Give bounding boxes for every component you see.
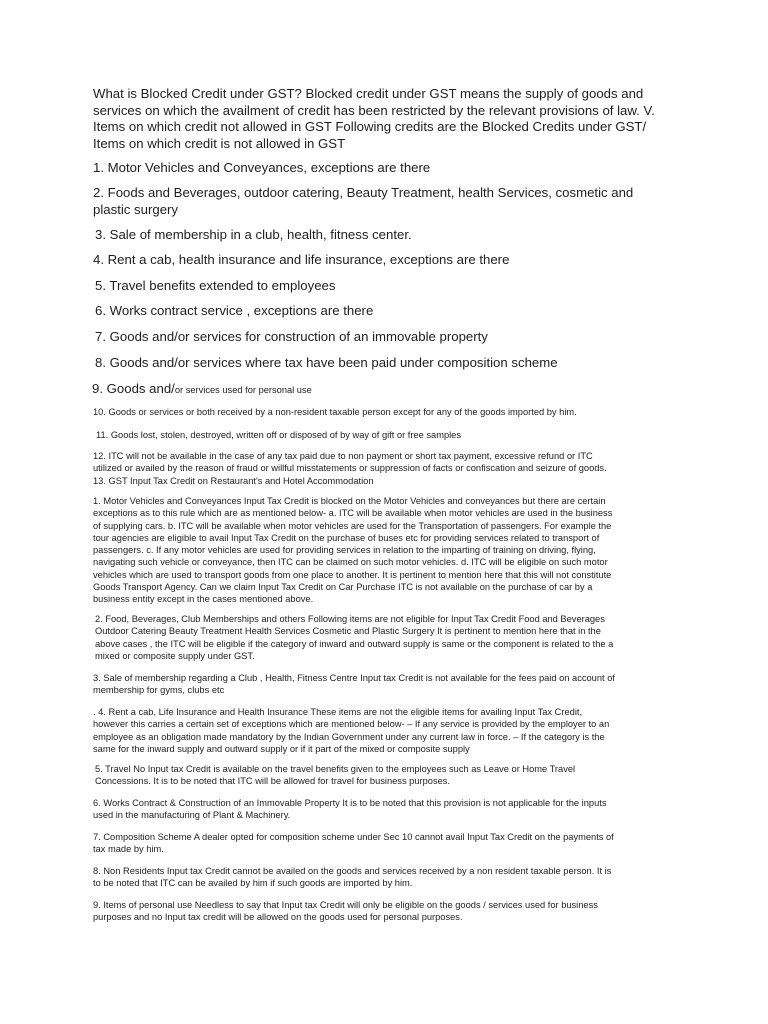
text-line: 1. Motor Vehicles and Conveyances Input Tax Credit is blocked on the Motor Vehicles and conveyances but there are certain <box>93 496 606 506</box>
text-line: 8. Non Residents Input tax Credit cannot be availed on the goods and services received by a non resident taxable person. It is <box>93 866 612 876</box>
text-line: 12. ITC will not be available in the case of any tax paid due to non payment or short tax payment, excessive refund or ITC <box>93 451 593 461</box>
text-line: 2. Food, Beverages, Club Memberships and others Following items are not eligible for Input Tax Credit Food and Beverages <box>95 614 605 624</box>
detail-paragraph-8 <box>93 865 611 890</box>
text-line: passengers. c. If any motor vehicles are used for providing services in relation to the imparting of training on driving, flying, <box>93 545 596 556</box>
text-line: Items on which credit not allowed in GST Following credits are the Blocked Credits under GST/ <box>93 119 647 134</box>
text-line: 7. Composition Scheme A dealer opted for composition scheme under Sec 10 cannot avail Input Tax Credit on the payments of <box>93 832 614 842</box>
list-item-10: 10. Goods or services or both received by a non-resident taxable person except for any of the goods imported by him. <box>93 407 577 417</box>
text-line: 2. Foods and Beverages, outdoor catering, Beauty Treatment, health Services, cosmetic and <box>93 185 634 200</box>
list-item-9-part-large: 9. Goods and/ <box>92 381 175 396</box>
text-line: Items on which credit is not allowed in GST <box>93 135 346 151</box>
text-line: business entity except in the cases mentioned above. <box>93 594 314 605</box>
list-item-9 <box>92 381 312 399</box>
text-line: however this carries a certain set of exceptions which are mentioned below- – If any service is provided by the employer to an <box>93 719 610 730</box>
text-line: membership for gyms, clubs etc <box>93 685 225 696</box>
text-line: same for the inward supply and outward supply or if it part of the mixed or composite supply <box>93 743 470 754</box>
list-item-11: 11. Goods lost, stolen, destroyed, written off or disposed of by way of gift or free samples <box>96 430 462 440</box>
list-item-12-13 <box>93 450 607 487</box>
text-line: 5. Travel No Input tax Credit is available on the travel benefits given to the employees such as Leave or Home Travel <box>95 764 576 774</box>
detail-paragraph-7 <box>93 831 614 856</box>
intro-paragraph <box>93 86 655 152</box>
text-line: purposes and no Input tax credit will be allowed on the goods used for personal purposes. <box>93 912 463 923</box>
detail-paragraph-9 <box>93 899 598 924</box>
text-line: What is Blocked Credit under GST? Blocked credit under GST means the supply of goods and <box>93 86 644 101</box>
list-item-3: 3. Sale of membership in a club, health, fitness center. <box>95 227 412 242</box>
detail-paragraph-6 <box>93 797 606 822</box>
text-line: services on which the availment of credit has been restricted by the relevant provisions of law. V. <box>93 102 655 118</box>
text-line: . 4. Rent a cab, Life Insurance and Health Insurance These items are not the eligible items for availing Input Tax Credit, <box>93 707 583 717</box>
text-line: vehicles which are used to transport goods from one place to another. It is pertinent to mention here that this will not constitute <box>93 569 612 580</box>
text-line: navigating such vehicle or conveyance, then ITC can be claimed on such motor vehicles. d. ITC will be eligible on such motor <box>93 557 608 568</box>
list-item-7: 7. Goods and/or services for construction of an immovable property <box>95 329 488 344</box>
text-line: Concessions. It is to be noted that ITC will be allowed for travel for business purposes. <box>95 776 451 787</box>
text-line: Outdoor Catering Beauty Treatment Health Services Cosmetic and Plastic Surgery It is pertinent to mention here that in the <box>95 626 601 637</box>
text-line: above cases , the ITC will be eligible if the category of inward and outward supply is same or the component is related to the a <box>95 638 614 649</box>
text-line: 9. Items of personal use Needless to say that Input tax Credit will only be eligible on the goods / services used for business <box>93 900 598 910</box>
list-item-1: 1. Motor Vehicles and Conveyances, exceptions are there <box>93 160 431 175</box>
list-item-5: 5. Travel benefits extended to employees <box>95 278 336 293</box>
text-line: exceptions as to this rule which are as mentioned below- a. ITC will be available when motor vehicles are used in the business <box>93 508 613 519</box>
list-item-2 <box>93 185 633 218</box>
list-item-8: 8. Goods and/or services where tax have been paid under composition scheme <box>95 355 558 370</box>
detail-paragraph-2 <box>95 613 613 662</box>
text-line: to be noted that ITC can be availed by him if such goods are imported by him. <box>93 878 413 889</box>
text-line: Goods Transport Agency. Can we claim Input Tax Credit on Car Purchase ITC is not available on the purchase of car by a <box>93 582 593 593</box>
text-line: employee as an obligation made mandatory by the Indian Government under any current law in force. – If the category is the <box>93 731 605 742</box>
text-line: utilized or availed by the reason of fraud or willful misstatements or suppression of facts or confiscation and seizure of goods. <box>93 463 607 474</box>
text-line: 3. Sale of membership regarding a Club , Health, Fitness Centre Input tax Credit is not available for the fees paid on account of <box>93 673 615 683</box>
list-item-4: 4. Rent a cab, health insurance and life insurance, exceptions are there <box>93 252 510 267</box>
list-item-6: 6. Works contract service , exceptions are there <box>95 303 374 318</box>
text-line: of supplying cars. b. ITC will be available when motor vehicles are used for the Transportation of passengers. For example the <box>93 520 612 531</box>
text-line: 13. GST Input Tax Credit on Restaurant's and Hotel Accommodation <box>93 475 374 486</box>
detail-paragraph-1 <box>93 495 612 606</box>
text-line: 6. Works Contract & Construction of an Immovable Property It is to be noted that this provision is not applicable for the inputs <box>93 798 607 808</box>
text-line: plastic surgery <box>93 201 179 217</box>
detail-paragraph-3 <box>93 672 615 697</box>
text-line: tax made by him. <box>93 844 164 855</box>
detail-paragraph-4 <box>93 706 609 755</box>
list-item-9-part-small: or services used for personal use <box>174 385 312 395</box>
detail-paragraph-5 <box>95 763 575 788</box>
text-line: mixed or composite supply under GST. <box>95 650 255 661</box>
text-line: used in the manufacturing of Plant & Machinery. <box>93 810 291 821</box>
text-line: tour agencies are eligible to avail Input Tax Credit on the purchase of buses etc for providing services related to transport of <box>93 532 600 543</box>
